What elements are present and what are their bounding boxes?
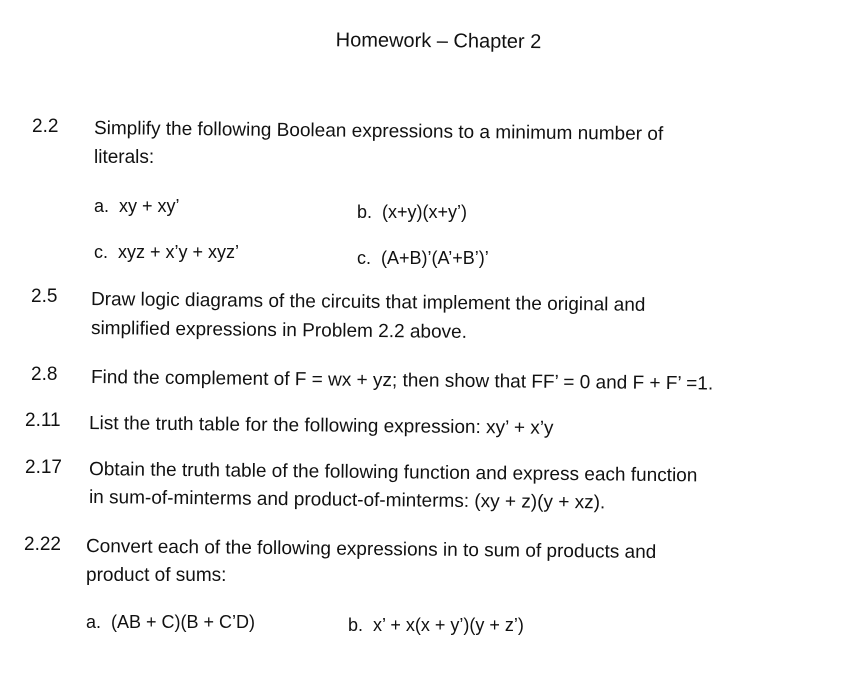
problem-2-5-line-1: Draw logic diagrams of the circuits that implement the original and (90, 289, 646, 316)
problem-2-2-part-c2 (357, 248, 489, 269)
part-expression: x’ + x(x + y’)(y + z’) (373, 615, 524, 635)
problem-2-22-line-1: Convert each of the following expressions in to sum of products and (85, 536, 657, 563)
problem-number-2-17: 2.17 (25, 457, 62, 478)
problem-2-22-line-2: product of sums: (86, 565, 227, 586)
part-label: c. (94, 242, 109, 262)
part-expression: (A+B)’(A’+B’)’ (381, 248, 489, 268)
problem-2-17-line-1: Obtain the truth table of the following function and express each function (88, 459, 698, 487)
part-expression: (AB + C)(B + C’D) (111, 612, 256, 632)
part-label: a. (86, 612, 102, 632)
problem-number-2-2: 2.2 (32, 116, 59, 137)
part-expression: xyz + x’y + xyz’ (118, 242, 240, 262)
problem-2-2-line-1: Simplify the following Boolean expressions to a minimum number of (93, 118, 664, 145)
part-label: b. (357, 202, 373, 222)
problem-2-2-part-a (94, 196, 180, 217)
part-expression: (x+y)(x+y’) (382, 202, 468, 222)
problem-number-2-22: 2.22 (24, 534, 61, 555)
problem-number-2-8: 2.8 (31, 364, 58, 385)
problem-2-2-part-b (357, 202, 467, 223)
part-label: a. (94, 196, 110, 216)
page-title: Homework – Chapter 2 (335, 29, 542, 54)
problem-2-11-line-1: List the truth table for the following expression: xy’ + x’y (88, 413, 554, 439)
part-label: b. (348, 615, 364, 635)
problem-2-5-line-2: simplified expressions in Problem 2.2 above. (90, 318, 468, 343)
problem-number-2-5: 2.5 (31, 286, 58, 307)
problem-2-2-line-2: literals: (94, 147, 155, 168)
problem-2-17-line-2: in sum-of-minterms and product-of-minterms: (xy + z)(y + xz). (88, 487, 606, 514)
problem-number-2-11: 2.11 (25, 410, 61, 431)
problem-2-22-part-a (86, 612, 255, 633)
problem-2-22-part-b (348, 615, 524, 636)
part-label: c. (357, 248, 372, 268)
part-expression: xy + xy’ (119, 196, 180, 216)
problem-2-2-part-c1 (94, 242, 239, 263)
problem-2-8-line-1: Find the complement of F = wx + yz; then show that FF’ = 0 and F + F’ =1. (90, 367, 714, 395)
